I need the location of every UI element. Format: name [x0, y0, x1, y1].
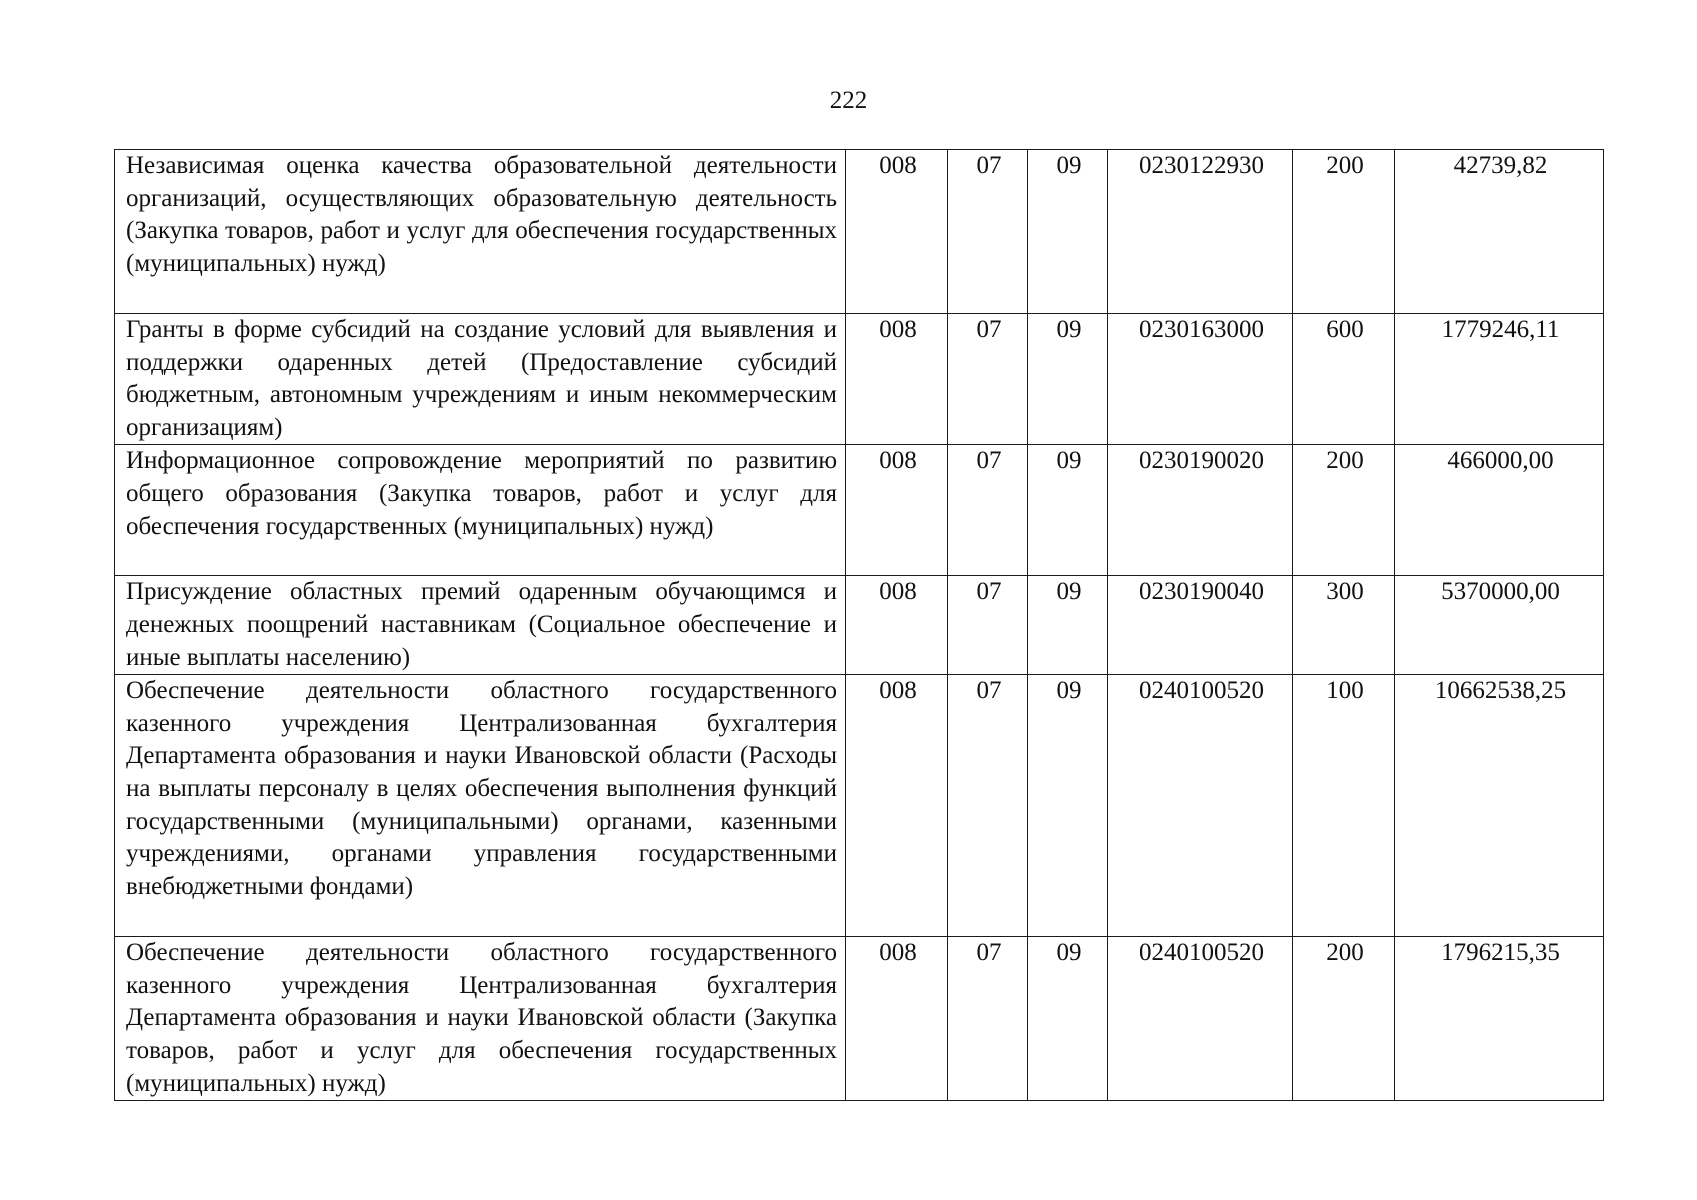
subsection-code: 09: [1028, 576, 1108, 675]
amount: 1796215,35: [1395, 937, 1604, 1101]
ministry-code: 008: [846, 675, 948, 937]
expense-type-code: 100: [1293, 675, 1395, 937]
row-description: Обеспечение деятельности областного государственного казенного учреждения Централизованная бухгалтерия Департамента образования и науки Ивановской области (Расходы на выплаты персоналу в целях обеспечения выполнения функций государственными (муниципальными) органами, казенными учреждениями, органами управления государственными внебюджетными фондами): [115, 675, 846, 937]
target-article-code: 0240100520: [1108, 937, 1293, 1101]
table-row: [115, 314, 1604, 445]
table-row: [115, 937, 1604, 1101]
target-article-code: 0240100520: [1108, 675, 1293, 937]
expense-type-code: 600: [1293, 314, 1395, 445]
subsection-code: 09: [1028, 150, 1108, 314]
section-code: 07: [948, 314, 1028, 445]
section-code: 07: [948, 445, 1028, 576]
target-article-code: 0230163000: [1108, 314, 1293, 445]
subsection-code: 09: [1028, 314, 1108, 445]
section-code: 07: [948, 576, 1028, 675]
page-number: 222: [829, 87, 868, 114]
row-description: Присуждение областных премий одаренным обучающимся и денежных поощрений наставникам (Социальное обеспечение и иные выплаты населению): [115, 576, 846, 675]
amount: 42739,82: [1395, 150, 1604, 314]
ministry-code: 008: [846, 445, 948, 576]
row-description: Гранты в форме субсидий на создание условий для выявления и поддержки одаренных детей (Предоставление субсидий бюджетным, автономным учреждениям и иным некоммерческим организациям): [115, 314, 846, 445]
row-description: Обеспечение деятельности областного государственного казенного учреждения Централизованная бухгалтерия Департамента образования и науки Ивановской области (Закупка товаров, работ и услуг для обеспечения государственных (муниципальных) нужд): [115, 937, 846, 1101]
expense-type-code: 200: [1293, 937, 1395, 1101]
expense-type-code: 200: [1293, 445, 1395, 576]
ministry-code: 008: [846, 150, 948, 314]
table-row: [115, 576, 1604, 675]
subsection-code: 09: [1028, 937, 1108, 1101]
budget-table: [114, 149, 1604, 1101]
ministry-code: 008: [846, 576, 948, 675]
target-article-code: 0230122930: [1108, 150, 1293, 314]
section-code: 07: [948, 937, 1028, 1101]
amount: 10662538,25: [1395, 675, 1604, 937]
ministry-code: 008: [846, 314, 948, 445]
target-article-code: 0230190040: [1108, 576, 1293, 675]
table-row: [115, 150, 1604, 314]
table-row: [115, 445, 1604, 576]
expense-type-code: 200: [1293, 150, 1395, 314]
section-code: 07: [948, 150, 1028, 314]
row-description: Независимая оценка качества образовательной деятельности организаций, осуществляющих образовательную деятельность (Закупка товаров, работ и услуг для обеспечения государственных (муниципальных) нужд): [115, 150, 846, 314]
expense-type-code: 300: [1293, 576, 1395, 675]
subsection-code: 09: [1028, 675, 1108, 937]
amount: 5370000,00: [1395, 576, 1604, 675]
amount: 1779246,11: [1395, 314, 1604, 445]
row-description: Информационное сопровождение мероприятий по развитию общего образования (Закупка товаров, работ и услуг для обеспечения государственных (муниципальных) нужд): [115, 445, 846, 576]
table-row: [115, 675, 1604, 937]
target-article-code: 0230190020: [1108, 445, 1293, 576]
section-code: 07: [948, 675, 1028, 937]
ministry-code: 008: [846, 937, 948, 1101]
amount: 466000,00: [1395, 445, 1604, 576]
subsection-code: 09: [1028, 445, 1108, 576]
